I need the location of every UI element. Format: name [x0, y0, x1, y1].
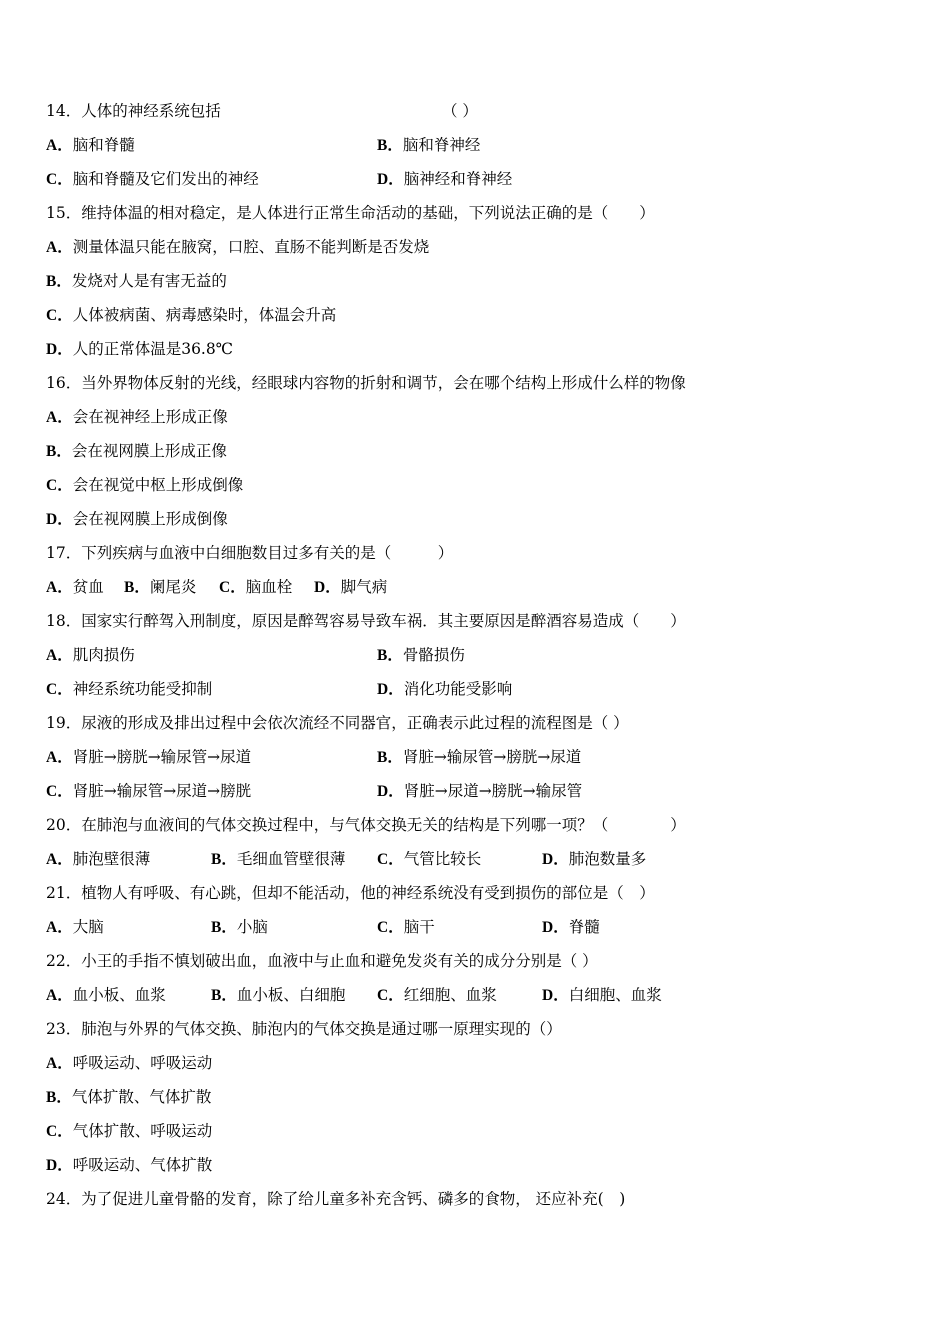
option-b: B．气体扩散、气体扩散	[46, 1088, 212, 1106]
option-d: D．脑神经和脊神经	[377, 170, 513, 188]
option-c: C．神经系统功能受抑制	[46, 680, 213, 698]
option-b: B．肾脏→输尿管→膀胱→尿道	[377, 748, 582, 766]
option-c: C．肾脏→输尿管→尿道→膀胱	[46, 782, 252, 800]
option-c: C．脑血栓	[219, 578, 293, 596]
option-b: B．发烧对人是有害无益的	[46, 272, 227, 290]
question-24-stem: 24．为了促进儿童骨骼的发育，除了给儿童多补充含钙、磷多的食物， 还应补充( )	[46, 1190, 626, 1208]
option-a: A．血小板、血浆	[46, 986, 166, 1004]
question-15-stem: 15．维持体温的相对稳定，是人体进行正常生命活动的基础，下列说法正确的是（ ）	[46, 204, 655, 222]
question-16-stem: 16．当外界物体反射的光线，经眼球内容物的折射和调节，会在哪个结构上形成什么样的物像	[46, 374, 686, 392]
option-d: D．肾脏→尿道→膀胱→输尿管	[377, 782, 583, 800]
option-d: D．脚气病	[314, 578, 388, 596]
option-a: A．肌肉损伤	[46, 646, 135, 664]
option-d: D．脊髓	[542, 918, 600, 936]
question-18-stem: 18．国家实行醉驾入刑制度，原因是醉驾容易导致车祸．其主要原因是醉酒容易造成（ ）	[46, 612, 686, 630]
question-21-stem: 21．植物人有呼吸、有心跳，但却不能活动，他的神经系统没有受到损伤的部位是（ ）	[46, 884, 655, 902]
option-b: B．小脑	[211, 918, 268, 936]
option-c: C．脑和脊髓及它们发出的神经	[46, 170, 259, 188]
option-c: C．红细胞、血浆	[377, 986, 497, 1004]
option-d: D．消化功能受影响	[377, 680, 513, 698]
option-d: D．肺泡数量多	[542, 850, 647, 868]
question-19-stem: 19．尿液的形成及排出过程中会依次流经不同器官，正确表示此过程的流程图是（ ）	[46, 714, 629, 732]
question-20-stem: 20．在肺泡与血液间的气体交换过程中，与气体交换无关的结构是下列哪一项？（ ）	[46, 816, 686, 834]
option-c: C．气体扩散、呼吸运动	[46, 1122, 213, 1140]
option-a: A．肺泡壁很薄	[46, 850, 151, 868]
option-d: D．人的正常体温是36.8℃	[46, 340, 234, 358]
option-a: A．肾脏→膀胱→输尿管→尿道	[46, 748, 252, 766]
answer-bracket: （ ）	[442, 102, 478, 120]
option-a: A．测量体温只能在腋窝，口腔、直肠不能判断是否发烧	[46, 238, 430, 256]
option-c: C．会在视觉中枢上形成倒像	[46, 476, 244, 494]
option-c: C．人体被病菌、病毒感染时，体温会升高	[46, 306, 337, 324]
option-a: A．会在视神经上形成正像	[46, 408, 228, 426]
option-c: C．气管比较长	[377, 850, 482, 868]
option-d: D．呼吸运动、气体扩散	[46, 1156, 213, 1174]
question-22-stem: 22．小王的手指不慎划破出血，血液中与止血和避免发炎有关的成分分别是（ ）	[46, 952, 598, 970]
option-a: A．贫血	[46, 578, 104, 596]
option-a: A．脑和脊髓	[46, 136, 135, 154]
question-stem-text: 14．人体的神经系统包括	[46, 102, 221, 120]
question-17-stem: 17．下列疾病与血液中白细胞数目过多有关的是（ ）	[46, 544, 454, 562]
option-a: A．呼吸运动、呼吸运动	[46, 1054, 213, 1072]
option-d: D．白细胞、血浆	[542, 986, 662, 1004]
option-b: B．血小板、白细胞	[211, 986, 346, 1004]
option-b: B．阑尾炎	[124, 578, 197, 596]
option-b: B．会在视网膜上形成正像	[46, 442, 227, 460]
option-a: A．大脑	[46, 918, 104, 936]
option-b: B．骨骼损伤	[377, 646, 465, 664]
question-14-stem	[46, 96, 478, 126]
option-b: B．脑和脊神经	[377, 136, 481, 154]
option-d: D．会在视网膜上形成倒像	[46, 510, 228, 528]
option-b: B．毛细血管壁很薄	[211, 850, 346, 868]
option-c: C．脑干	[377, 918, 435, 936]
question-23-stem: 23．肺泡与外界的气体交换、肺泡内的气体交换是通过哪一原理实现的（）	[46, 1020, 562, 1038]
